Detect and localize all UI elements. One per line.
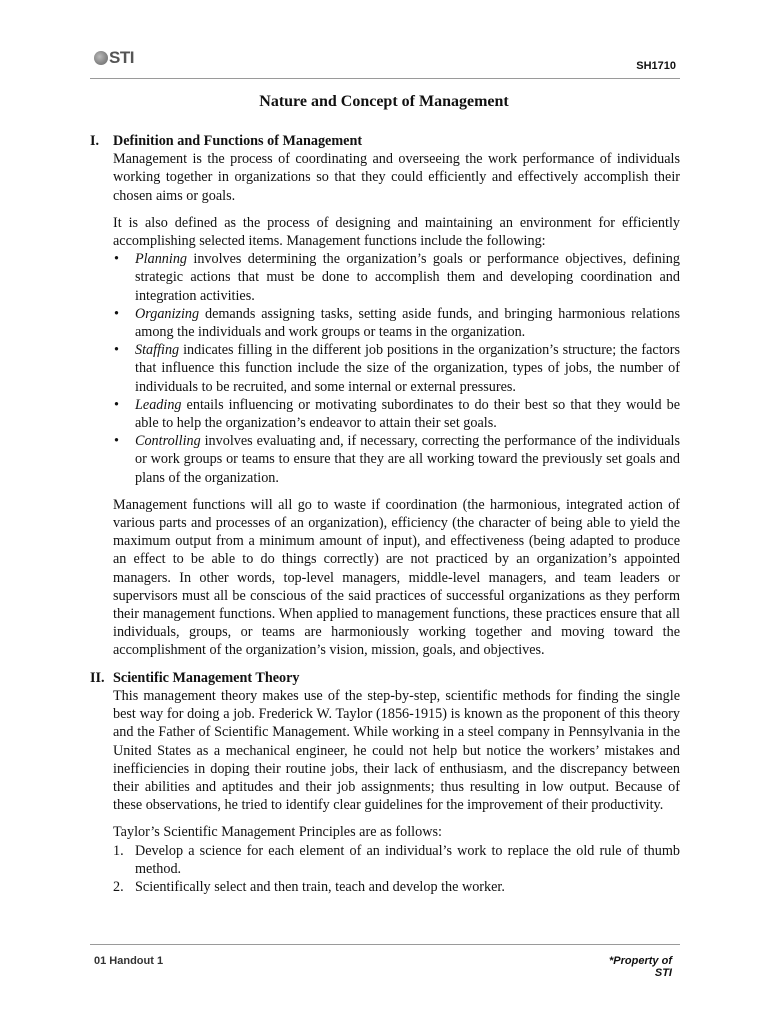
list-item [113, 432, 680, 487]
term-description: indicates filling in the different job positions in the organization’s structure; the factors that influence this function include the size of the organization, types of jobs, the number of individuals to be recruited, and some internal or external pressures. [135, 342, 680, 395]
list-item [113, 878, 680, 896]
term-description: entails influencing or motivating subordinates to do their best so that they would be able to help the organization’s endeavor to attain their set goals. [135, 396, 680, 432]
term-description: demands assigning tasks, setting aside funds, and bringing harmonious relations among the individuals and work groups or teams in the organization. [135, 305, 680, 341]
handout-label: 01 Handout 1 [94, 955, 164, 967]
list-item [113, 396, 680, 432]
item-text: Scientifically select and then train, teach and develop the worker. [135, 878, 505, 895]
bullet-icon: • [114, 433, 119, 450]
logo-text: STI [109, 48, 134, 67]
section-title: Definition and Functions of Management [113, 133, 363, 149]
bullet-icon: • [114, 396, 119, 413]
term: Planning [135, 251, 188, 268]
list-item [113, 305, 680, 341]
paragraph: Management functions will all go to waste if coordination (the harmonious, integrated action of various parts and processes of an organization), efficiency (the character of being able to yield the maximum output from a minimum amount of input), and effectiveness (being adapted to produce an effect to be able to do things correctly) are not practiced by an organization’s appointed managers. In other words, top-level managers, middle-level managers, and team leaders or supervisors must all be conscious of the said practices of successful organizations as they perform their management functions. When applied to management functions, these practices ensure that all individuals, groups, or teams are harmoniously working together and moving toward the accomplishment of the organization’s vision, mission, goals, and objectives. [113, 496, 680, 659]
document-code: SH1710 [636, 60, 676, 72]
bullet-icon: • [114, 305, 119, 322]
term-description: involves evaluating and, if necessary, correcting the performance of the individuals or work groups or teams to ensure that they are all working toward the previously set goals and plans of the organization. [135, 433, 680, 486]
section-title: Scientific Management Theory [113, 669, 300, 686]
sti-logo [94, 48, 134, 68]
principles-list [113, 842, 680, 897]
list-item [113, 842, 680, 878]
document-body [90, 132, 680, 896]
property-notice [609, 955, 672, 979]
globe-icon [94, 51, 108, 65]
list-item [113, 250, 680, 305]
item-number: 2. [113, 878, 124, 895]
property-notice-line: STI [654, 967, 672, 979]
page-title: Nature and Concept of Management [259, 93, 509, 110]
paragraph: This management theory makes use of the step-by-step, scientific methods for finding the single best way for doing a job. Frederick W. Taylor (1856-1915) is known as the proponent of this theory and the Father of Scientific Management. While working in a steel company in Pennsylvania in the United States as a mechanical engineer, he could not help but notice the workers’ mistakes and inefficiencies in doping their routine jobs, their lack of enthusiasm, and the discrepancy between their abilities and aptitudes and their job assignments; thus resulting in low output. Because of these observations, he tried to identify clear guidelines for the improvement of their productivity. [113, 687, 680, 814]
term-description: involves determining the organization’s goals or performance objectives, defining strategic actions that must be done to accomplish them and developing coordination and integration activities. [135, 251, 680, 304]
item-number: 1. [113, 842, 124, 859]
functions-list [113, 250, 680, 487]
list-item [113, 341, 680, 396]
property-notice-line: *Property of [609, 955, 672, 967]
paragraph: It is also defined as the process of designing and maintaining an environment for efficiently accomplishing selected items. Management functions include the following: [113, 214, 680, 250]
bullet-icon: • [114, 251, 119, 268]
term: Organizing [135, 305, 200, 322]
paragraph: Management is the process of coordinating and overseeing the work performance of individuals working together in organizations so that they could efficiently and effectively accomplish their chosen aims or goals. [113, 151, 680, 204]
term: Leading [135, 396, 182, 413]
section-heading [90, 132, 680, 150]
section-number: I. [90, 133, 100, 149]
section-number: II. [90, 669, 105, 686]
term: Staffing [135, 342, 180, 359]
section-heading [90, 669, 680, 687]
page-footer [90, 944, 680, 979]
item-text: Develop a science for each element of an individual’s work to replace the old rule of thumb method. [135, 842, 680, 877]
page-header [90, 44, 680, 79]
term: Controlling [135, 433, 201, 450]
paragraph: Taylor’s Scientific Management Principles are as follows: [113, 824, 442, 841]
bullet-icon: • [114, 342, 119, 359]
